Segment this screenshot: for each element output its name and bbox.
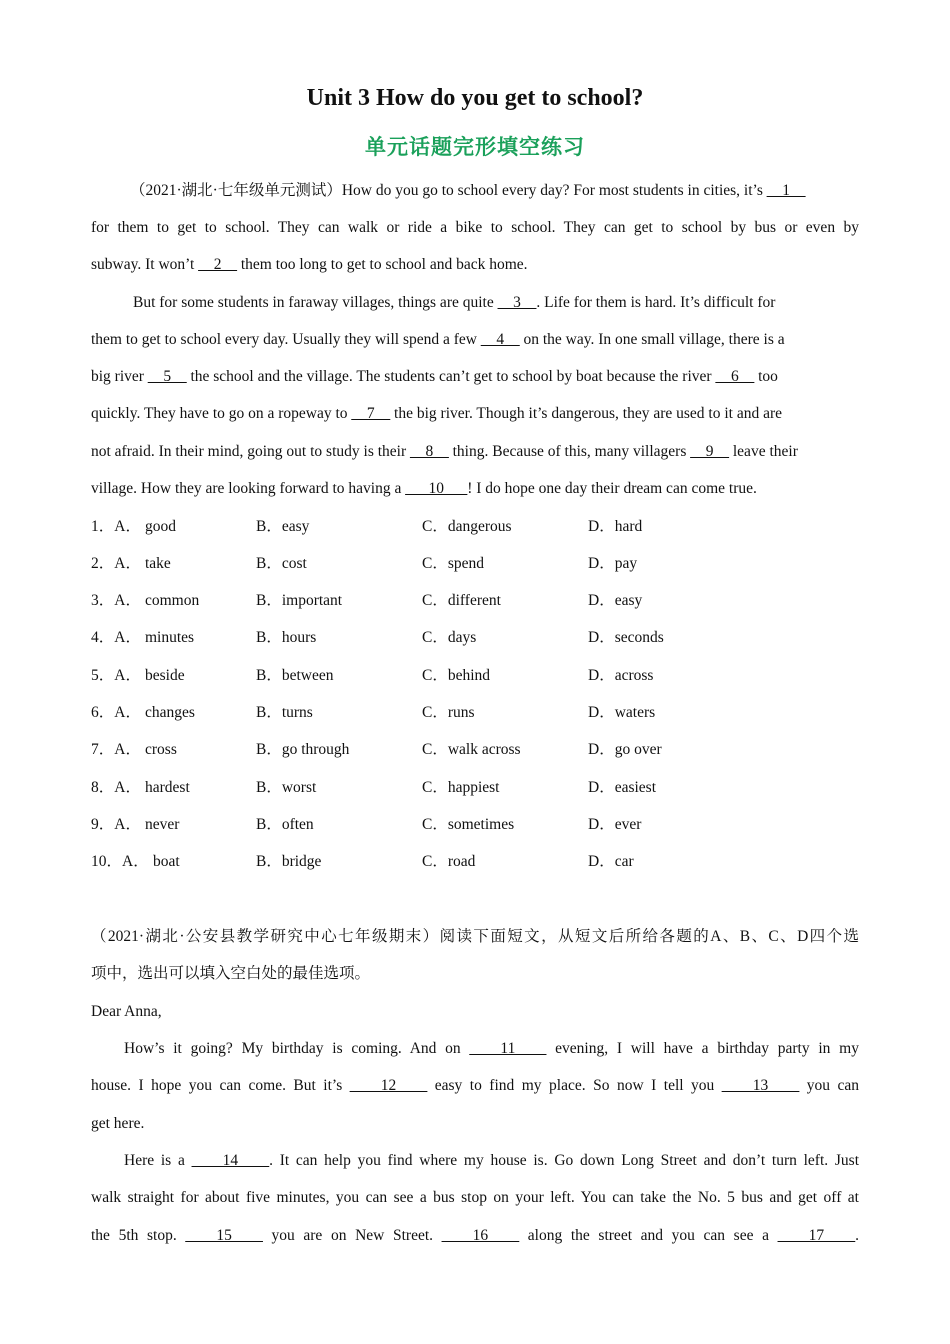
letter-line-4: [124, 1150, 859, 1172]
text-segment: too: [754, 368, 778, 385]
blank-11: ____11____: [469, 1040, 547, 1057]
option-c: C．dangerous: [422, 518, 512, 535]
text-segment: But for some students in faraway villages, things are quite: [133, 294, 498, 311]
text-segment: Here is a: [124, 1152, 192, 1169]
option-d: D．ever: [588, 816, 642, 833]
option-c: C．behind: [422, 667, 491, 684]
option-c: C．road: [422, 853, 476, 870]
text-segment: （2021·湖北·七年级单元测试）How do you go to school every day? For most students in cities, it’s: [130, 182, 767, 199]
letter-line-6: [91, 1225, 859, 1247]
question-number: 10．A．: [91, 853, 149, 870]
blank-16: ____16____: [441, 1227, 520, 1244]
blank-8: __8__: [410, 443, 449, 460]
passage2-intro-line-2: 项中，选出可以填入空白处的最佳选项。: [91, 965, 371, 982]
option-a: never: [145, 816, 180, 833]
text-segment: them to get to school every day. Usually they will spend a few: [91, 331, 481, 348]
text-segment: leave their: [729, 443, 798, 460]
passage1-line-7: [91, 403, 859, 425]
text-segment: on the way. In one small village, there is a: [519, 331, 785, 348]
passage1-line-5: [91, 329, 859, 351]
letter-line-5: walk straight for about five minutes, you can see a bus stop on your left. You can take the No. 5 bus and get off at: [91, 1189, 859, 1206]
option-b: B．bridge: [256, 853, 322, 870]
text-segment: along the street and you can see a: [519, 1227, 778, 1244]
option-b: B．between: [256, 667, 334, 684]
option-d: D．seconds: [588, 629, 664, 646]
blank-14: ____14____: [191, 1152, 270, 1169]
option-a: take: [145, 555, 171, 572]
question-number: 5．A．: [91, 667, 141, 684]
passage1-line-2: for them to get to school. They can walk or ride a bike to school. They can get to school by bus or even by: [91, 219, 859, 236]
option-a: cross: [145, 741, 177, 758]
option-b: B．often: [256, 816, 314, 833]
text-segment: . It can help you find where my house is. Go down Long Street and don’t turn left. Just: [269, 1152, 859, 1169]
blank-10: ___10___: [405, 480, 468, 497]
text-segment: the 5th stop.: [91, 1227, 186, 1244]
option-d: D．waters: [588, 704, 656, 721]
text-segment: .: [855, 1227, 859, 1244]
text-segment: village. How they are looking forward to having a: [91, 480, 406, 497]
blank-1: __1__: [766, 182, 806, 199]
text-segment: easy to find my place. So now I tell you: [427, 1077, 722, 1094]
text-segment: ! I do hope one day their dream can come true.: [467, 480, 757, 497]
option-a: boat: [153, 853, 180, 870]
option-c: C．runs: [422, 704, 475, 721]
text-segment: them too long to get to school and back home.: [236, 256, 528, 273]
page-subtitle: 单元话题完形填空练习: [365, 135, 585, 159]
option-c: C．sometimes: [422, 816, 515, 833]
question-number: 1．A．: [91, 518, 141, 535]
option-d: D．easy: [588, 592, 643, 609]
text-segment: thing. Because of this, many villagers: [448, 443, 691, 460]
option-d: D．go over: [588, 741, 662, 758]
passage1-line-6: [91, 366, 859, 388]
blank-15: ____15____: [185, 1227, 263, 1244]
passage1-line-1: [130, 180, 859, 202]
text-segment: . Life for them is hard. It’s difficult for: [536, 294, 776, 311]
blank-6: __6__: [715, 368, 755, 385]
passage2-intro-line-1: （2021·湖北·公安县教学研究中心七年级期末）阅读下面短文，从短文后所给各题的A、B、C、D四个选: [91, 928, 859, 945]
text-segment: not afraid. In their mind, going out to study is their: [91, 443, 410, 460]
option-c: C．different: [422, 592, 501, 609]
text-segment: evening, I will have a birthday party in my: [546, 1040, 859, 1057]
option-b: B．cost: [256, 555, 307, 572]
blank-13: ____13____: [721, 1077, 800, 1094]
text-segment: How’s it going? My birthday is coming. And on: [124, 1040, 470, 1057]
option-b: B．go through: [256, 741, 350, 758]
option-b: B．easy: [256, 518, 310, 535]
question-number: 9．A．: [91, 816, 141, 833]
option-a: beside: [145, 667, 185, 684]
passage1-line-9: [91, 478, 859, 500]
text-segment: big river: [91, 368, 148, 385]
option-b: B．worst: [256, 779, 317, 796]
passage1-line-4: [133, 292, 859, 314]
text-segment: you can: [799, 1077, 860, 1094]
option-d: D．hard: [588, 518, 643, 535]
blank-7: __7__: [351, 405, 391, 422]
option-b: B．hours: [256, 629, 317, 646]
option-b: B．turns: [256, 704, 313, 721]
option-c: C．walk across: [422, 741, 521, 758]
blank-5: __5__: [147, 368, 187, 385]
page-title: Unit 3 How do you get to school?: [306, 85, 644, 111]
blank-4: __4__: [480, 331, 520, 348]
letter-line-1: [124, 1038, 859, 1060]
blank-3: __3__: [497, 294, 537, 311]
text-segment: the school and the village. The students can’t get to school by boat because the river: [186, 368, 716, 385]
option-a: hardest: [145, 779, 190, 796]
option-b: B．important: [256, 592, 343, 609]
blank-9: __9__: [690, 443, 729, 460]
option-c: C．spend: [422, 555, 485, 572]
text-segment: house. I hope you can come. But it’s: [91, 1077, 350, 1094]
blank-12: ____12____: [349, 1077, 428, 1094]
option-d: D．across: [588, 667, 654, 684]
text-segment: quickly. They have to go on a ropeway to: [91, 405, 352, 422]
option-c: C．days: [422, 629, 477, 646]
option-a: common: [145, 592, 200, 609]
letter-greeting: Dear Anna,: [91, 1003, 162, 1020]
option-a: changes: [145, 704, 195, 721]
question-number: 6．A．: [91, 704, 141, 721]
blank-2: __2__: [198, 256, 237, 273]
letter-line-2: [91, 1075, 859, 1097]
option-d: D．car: [588, 853, 634, 870]
blank-17: ____17____: [777, 1227, 856, 1244]
option-d: D．easiest: [588, 779, 657, 796]
option-d: D．pay: [588, 555, 638, 572]
text-segment: the big river. Though it’s dangerous, they are used to it and are: [390, 405, 783, 422]
question-number: 8．A．: [91, 779, 141, 796]
passage1-line-8: [91, 441, 859, 463]
option-a: good: [145, 518, 176, 535]
question-number: 7．A．: [91, 741, 141, 758]
text-segment: subway. It won’t: [91, 256, 199, 273]
question-number: 3．A．: [91, 592, 141, 609]
option-a: minutes: [145, 629, 195, 646]
question-number: 4．A．: [91, 629, 141, 646]
option-c: C．happiest: [422, 779, 500, 796]
question-number: 2．A．: [91, 555, 141, 572]
letter-line-3: get here.: [91, 1115, 145, 1132]
text-segment: you are on New Street.: [262, 1227, 442, 1244]
passage1-line-3: [91, 254, 859, 276]
